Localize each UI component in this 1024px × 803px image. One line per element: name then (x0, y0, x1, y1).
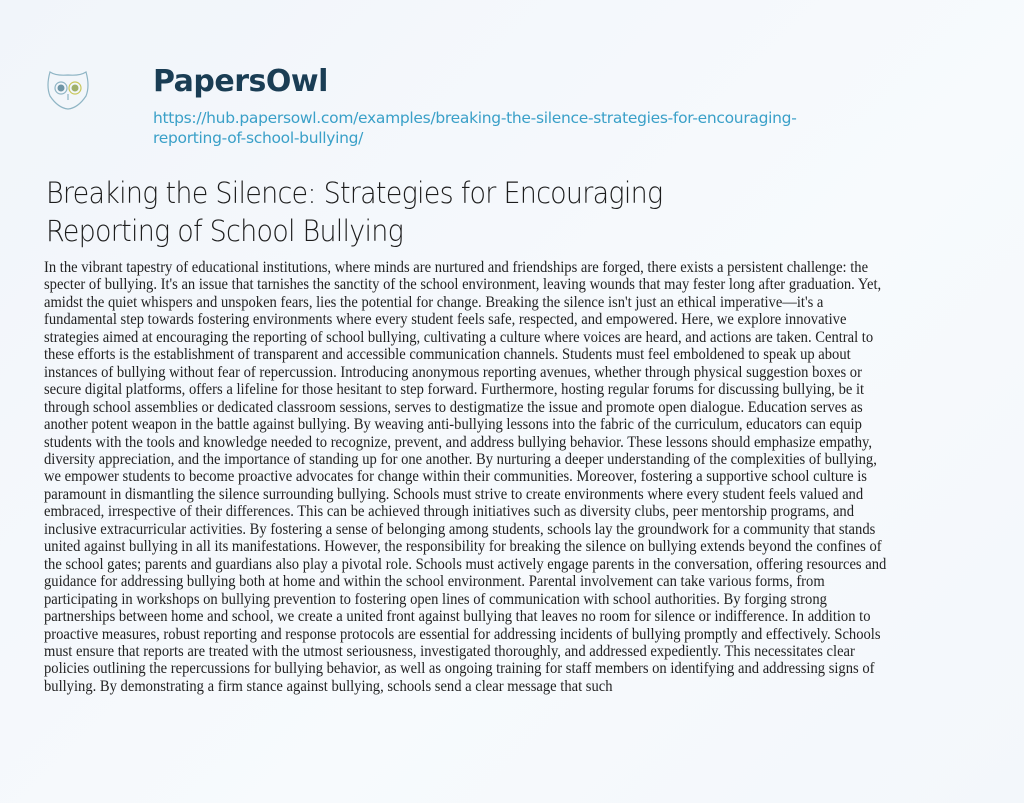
paragraph-line: fundamental step towards fostering environments where every student feels safe, respected, and empowered. Here, we explore innovative (44, 311, 847, 329)
paragraph-line: we empower students to become proactive advocates for change within their communities. Moreover, fostering a supportive school culture is (44, 468, 867, 486)
paragraph-line: partnerships between home and school, we create a united front against bullying that leaves no room for silence or indifference. In addition to (44, 608, 871, 626)
paragraph-line: must ensure that reports are treated with the utmost seriousness, investigated thoroughly, and addressed expediently. This necessitates clear (44, 642, 855, 660)
title-line: Breaking the Silence: Strategies for Encouraging (46, 176, 663, 210)
source-url-line[interactable]: https://hub.papersowl.com/examples/breaking-the-silence-strategies-for-encouraging- (153, 109, 797, 127)
paragraph-line: embraced, irrespective of their differences. This can be achieved through initiatives such as diversity clubs, peer mentorship programs, and (44, 503, 855, 521)
paragraph-line: bullying. By demonstrating a firm stance against bullying, schools send a clear message that such (44, 677, 613, 695)
paragraph-line: students with the tools and knowledge needed to recognize, prevent, and address bullying behavior. These lessons should emphasize empathy, (44, 433, 873, 451)
paragraph-line: specter of bullying. It's an issue that tarnishes the sanctity of the school environment, leaving wounds that may fester long after graduation. Yet, (44, 276, 882, 294)
essay-body (44, 259, 1004, 695)
page-title (46, 174, 790, 250)
paragraph-line: another potent weapon in the battle against bullying. By weaving anti-bullying lessons into the fabric of the curriculum, educators can equip (44, 416, 862, 434)
source-url-line[interactable]: reporting-of-school-bullying/ (153, 129, 364, 147)
paragraph-line: united against bullying in all its manifestations. However, the responsibility for breaking the silence on bullying extends beyond the confines of (44, 538, 882, 556)
paragraph-line: inclusive extracurricular activities. By fostering a sense of belonging among students, schools lay the groundwork for a community that stands (44, 520, 876, 538)
paragraph-line: the school gates; parents and guardians also play a pivotal role. Schools must actively engage parents in the conversation, offering resources and (44, 555, 887, 573)
paragraph-line: secure digital platforms, offers a lifeline for those hesitant to step forward. Furthermore, hosting regular forums for discussing bullying, be it (44, 381, 865, 399)
paragraph-line: through school assemblies or dedicated classroom sessions, serves to destigmatize the issue and promote open dialogue. Education serves as (44, 398, 863, 416)
paragraph-line: paramount in dismantling the silence surrounding bullying. Schools must strive to create environments where every student feels valued and (44, 485, 864, 503)
paragraph-line: participating in workshops on bullying prevention to fostering open lines of communication with school authorities. By forging strong (44, 590, 827, 608)
title-line: Reporting of School Bullying (46, 214, 404, 248)
paragraph-line: proactive measures, robust reporting and response protocols are essential for addressing incidents of bullying promptly and effectively. Schools (44, 625, 881, 643)
paragraph-line: guidance for addressing bullying both at home and within the school environment. Parental involvement can take various forms, from (44, 573, 825, 591)
brand-name: PapersOwl (153, 64, 328, 99)
paragraph-line: strategies aimed at encouraging the reporting of school bullying, cultivating a culture where voices are heard, and actions are taken. Central to (44, 328, 874, 346)
paragraph-line: policies outlining the repercussions for bullying behavior, as well as ongoing training for staff members on identifying and addressing signs of (44, 660, 875, 678)
paragraph-line: these efforts is the establishment of transparent and accessible communication channels. Students must feel emboldened to speak up about (44, 346, 851, 364)
papersowl-logo-icon (46, 66, 90, 110)
paragraph-line: amidst the quiet whispers and unspoken fears, lies the potential for change. Breaking the silence isn't just an ethical imperative—it's a (44, 293, 824, 311)
paragraph-line: In the vibrant tapestry of educational institutions, where minds are nurtured and friendships are forged, there exists a persistent challenge: the (44, 259, 869, 276)
source-url[interactable] (153, 108, 893, 148)
paragraph-line: diversity appreciation, and the importance of standing up for one another. By nurturing a deeper understanding of the complexities of bullying, (44, 450, 877, 468)
paragraph-line: instances of bullying without fear of repercussion. Introducing anonymous reporting avenues, whether through physical suggestion boxes or (44, 363, 862, 381)
